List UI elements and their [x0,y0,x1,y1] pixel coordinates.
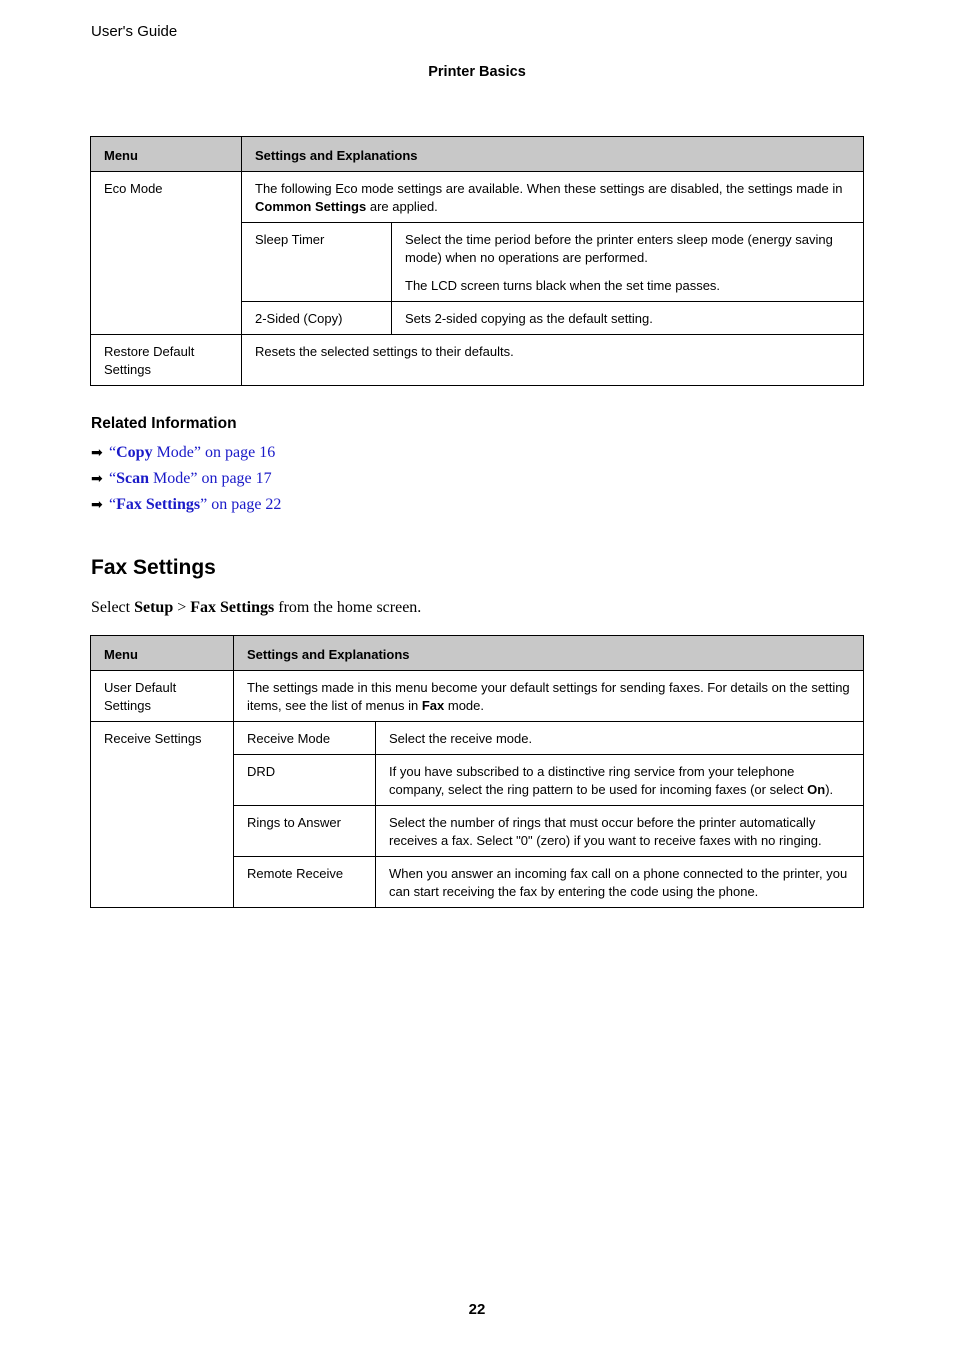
sleep-timer-description [392,223,864,302]
menu-cell-receive-settings: Receive Settings [91,722,234,908]
setting-label-remote-receive: Remote Receive [234,857,376,908]
sleep-timer-desc-2: The LCD screen turns black when the set time passes. [405,278,721,293]
user-default-description: The settings made in this menu become your default settings for sending faxes. For details on the setting items, see the list of menus in Fax mode. [234,671,864,722]
setting-label-receive-mode: Receive Mode [234,722,376,755]
receive-mode-description: Select the receive mode. [376,722,864,755]
remote-receive-description: When you answer an incoming fax call on a phone connected to the printer, you can start receiving the fax by entering the code using the phone. [376,857,864,908]
menu-cell-eco-mode: Eco Mode [91,172,242,335]
sleep-timer-desc-1: Select the time period before the printer enters sleep mode (energy saving mode) when no operations are performed. [405,232,833,265]
table-row [91,335,864,386]
link-scan-mode[interactable]: “Scan Mode” on page 17 [109,470,272,487]
arrow-right-icon: ➡ [91,471,103,487]
fax-settings-intro: Select Setup > Fax Settings from the home screen. [91,599,422,616]
fax-settings-heading: Fax Settings [91,556,216,579]
column-header-settings: Settings and Explanations [234,636,864,671]
related-link-item [91,443,281,469]
menu-cell-user-default: User Default Settings [91,671,234,722]
link-fax-settings[interactable]: “Fax Settings” on page 22 [109,496,282,513]
page-number: 22 [468,1301,486,1318]
setting-label-rings-to-answer: Rings to Answer [234,806,376,857]
arrow-right-icon: ➡ [91,445,103,461]
table-row [91,722,864,755]
related-information-heading: Related Information [91,415,237,432]
common-settings-term: Common Settings [255,199,367,214]
column-header-settings: Settings and Explanations [242,137,864,172]
drd-description: If you have subscribed to a distinctive ring service from your telephone company, select the ring pattern to be used for incoming faxes (or select On). [376,755,864,806]
setting-label-drd: DRD [234,755,376,806]
table-header-row [91,636,864,671]
2-sided-description: Sets 2-sided copying as the default setting. [392,302,864,335]
table-row [91,671,864,722]
restore-default-description: Resets the selected settings to their defaults. [242,335,864,386]
link-copy-mode[interactable]: “Copy Mode” on page 16 [109,444,276,461]
arrow-right-icon: ➡ [91,497,103,513]
document-title: User's Guide [91,23,178,40]
rings-to-answer-description: Select the number of rings that must occur before the printer automatically receives a fax. Select "0" (zero) if you want to receive faxes with no ringing. [376,806,864,857]
eco-settings-table [90,136,864,386]
table-header-row [91,137,864,172]
table-row [91,172,864,223]
setting-label-2-sided: 2-Sided (Copy) [242,302,392,335]
related-link-item [91,469,281,495]
related-links-list [91,443,281,521]
fax-settings-table [90,635,864,908]
setting-label-sleep-timer: Sleep Timer [242,223,392,302]
column-header-menu: Menu [91,636,234,671]
eco-mode-description: The following Eco mode settings are available. When these settings are disabled, the settings made in Common Settings are applied. [242,172,864,223]
column-header-menu: Menu [91,137,242,172]
related-link-item [91,495,281,521]
menu-cell-restore-default: Restore Default Settings [91,335,242,386]
section-title: Printer Basics [428,64,526,80]
